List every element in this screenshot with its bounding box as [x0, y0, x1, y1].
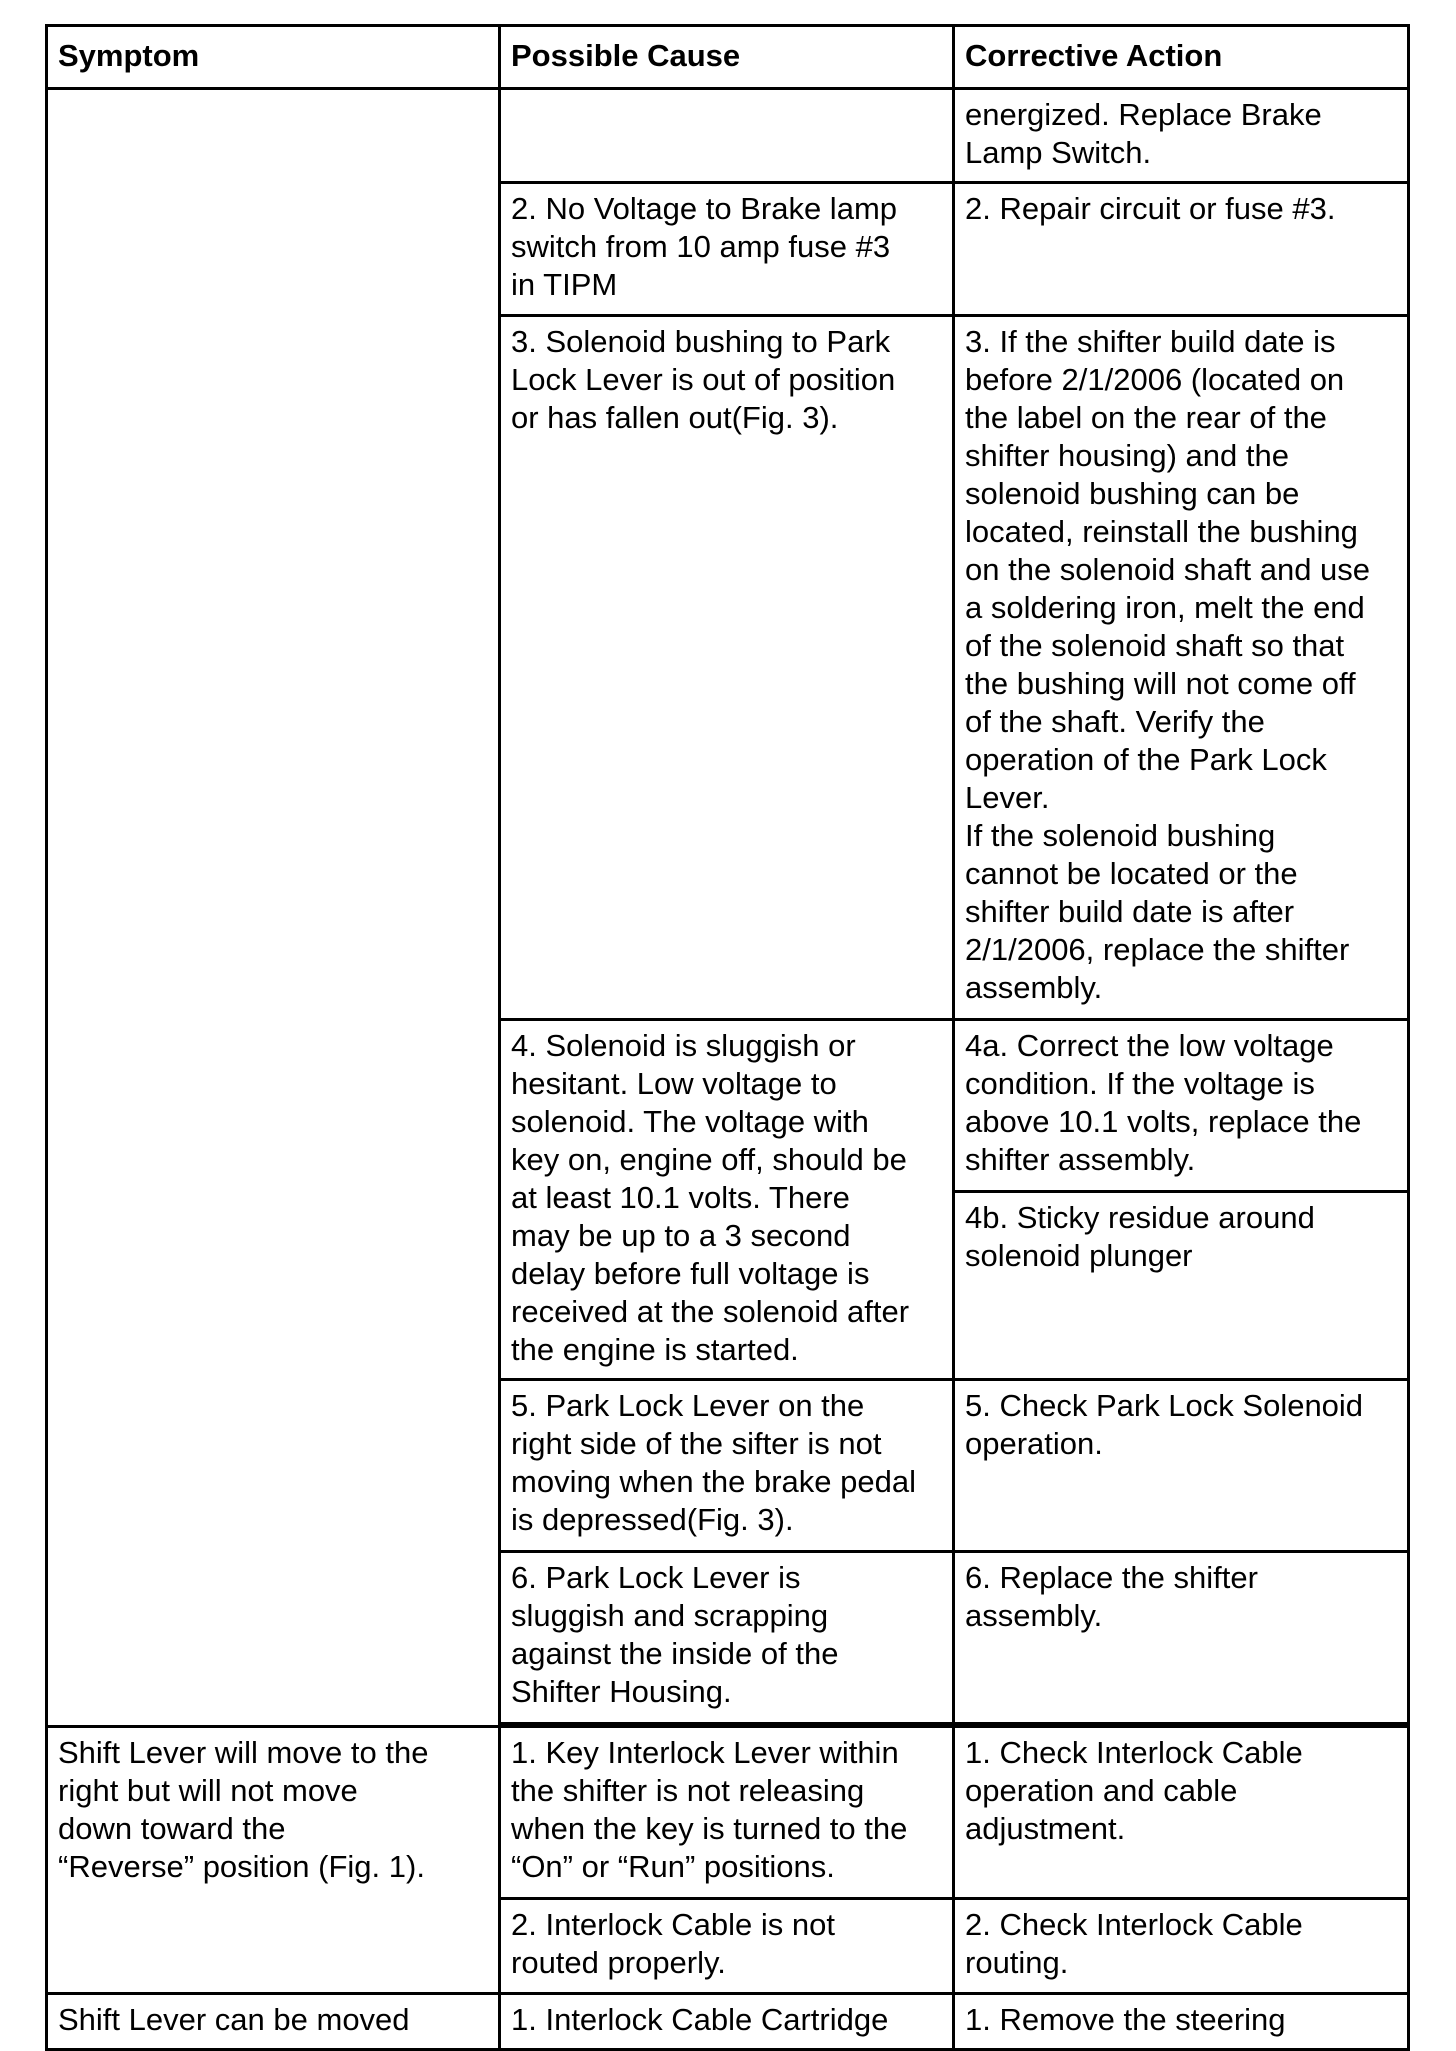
header-symptom: Symptom — [47, 26, 500, 89]
header-possible-cause: Possible Cause — [500, 26, 954, 89]
cause-cell: 5. Park Lock Lever on the right side of the sifter is not moving when the brake pedal is depressed(Fig. 3). — [500, 1380, 954, 1552]
cause-cell — [500, 89, 954, 183]
table-row — [47, 89, 1409, 183]
header-row — [47, 26, 1409, 89]
action-cell: energized. Replace Brake Lamp Switch. — [954, 89, 1409, 183]
cause-cell: 4. Solenoid is sluggish or hesitant. Low voltage to solenoid. The voltage with key on, engine off, should be at least 10.1 volts. There may be up to a 3 second delay before full voltage is received at the solenoid after the engine is started. — [500, 1020, 954, 1380]
cause-cell: 1. Interlock Cable Cartridge — [500, 1994, 954, 2050]
table-row — [47, 1727, 1409, 1899]
cause-cell: 2. No Voltage to Brake lamp switch from 10 amp fuse #3 in TIPM — [500, 183, 954, 316]
cause-cell: 2. Interlock Cable is not routed properly. — [500, 1899, 954, 1994]
action-cell: 1. Remove the steering — [954, 1994, 1409, 2050]
action-cell: 2. Repair circuit or fuse #3. — [954, 183, 1409, 316]
symptom-cell: Shift Lever can be moved — [47, 1994, 500, 2050]
action-cell: 2. Check Interlock Cable routing. — [954, 1899, 1409, 1994]
action-cell: 6. Replace the shifter assembly. — [954, 1552, 1409, 1724]
action-cell: 3. If the shifter build date is before 2/1/2006 (located on the label on the rear of the shifter housing) and the solenoid bushing can be located, reinstall the bushing on the solenoid shaft and use a soldering iron, melt the end of the solenoid shaft so that the bushing will not come off of the shaft. Verify the operation of the Park Lock Lever. If the solenoid bushing cannot be located or the shifter build date is after 2/1/2006, replace the shifter assembly. — [954, 316, 1409, 1020]
header-corrective-action: Corrective Action — [954, 26, 1409, 89]
cause-cell: 6. Park Lock Lever is sluggish and scrapping against the inside of the Shifter Housing. — [500, 1552, 954, 1724]
action-cell-4b: 4b. Sticky residue around solenoid plunger — [954, 1192, 1409, 1380]
cause-cell: 3. Solenoid bushing to Park Lock Lever is out of position or has fallen out(Fig. 3). — [500, 316, 954, 1020]
symptom-cell: Shift Lever will move to the right but will not move down toward the “Reverse” position (Fig. 1). — [47, 1727, 500, 1994]
action-cell-4a: 4a. Correct the low voltage condition. If the voltage is above 10.1 volts, replace the shifter assembly. — [954, 1020, 1409, 1192]
cause-cell: 1. Key Interlock Lever within the shifter is not releasing when the key is turned to the “On” or “Run” positions. — [500, 1727, 954, 1899]
action-cell: 5. Check Park Lock Solenoid operation. — [954, 1380, 1409, 1552]
action-cell: 1. Check Interlock Cable operation and cable adjustment. — [954, 1727, 1409, 1899]
symptom-cell — [47, 89, 500, 1727]
troubleshooting-table — [45, 24, 1410, 2051]
table-row — [47, 1994, 1409, 2050]
